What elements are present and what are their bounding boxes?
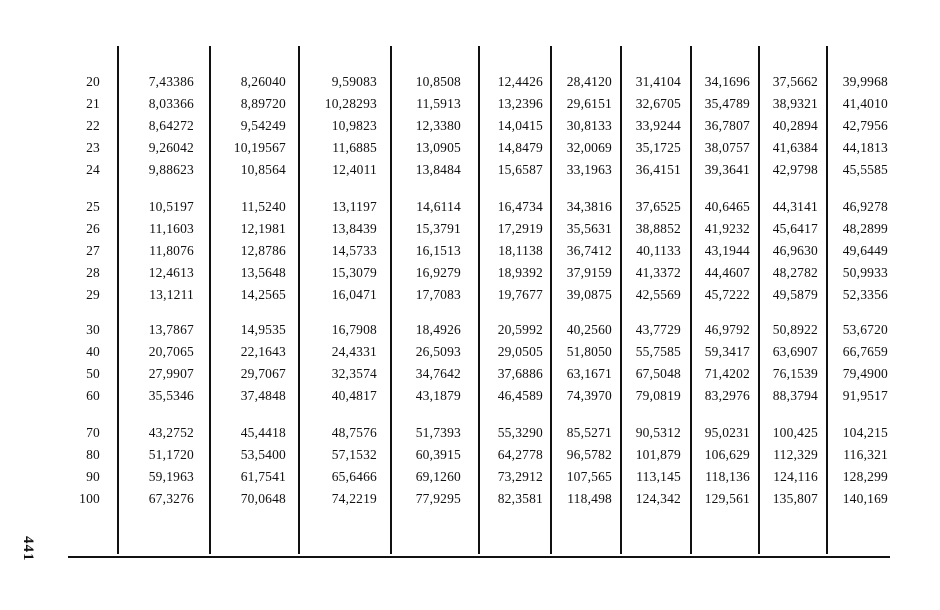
table-cell: 8,26040 bbox=[240, 74, 286, 89]
table-cell: 140,169 bbox=[842, 491, 888, 506]
table-cell: 74,3970 bbox=[566, 388, 612, 403]
table-cell: 35,1725 bbox=[635, 140, 681, 155]
table-cell: 50,9933 bbox=[842, 265, 888, 280]
row-index-n: 40 bbox=[86, 344, 100, 359]
page-number: 441 bbox=[20, 536, 36, 562]
table-cell: 51,7393 bbox=[415, 425, 461, 440]
row-index-n: 70 bbox=[86, 425, 100, 440]
table-cell: 17,2919 bbox=[497, 221, 543, 236]
table-cell: 29,6151 bbox=[566, 96, 612, 111]
table-cell: 45,4418 bbox=[240, 425, 286, 440]
table-cell: 67,5048 bbox=[635, 366, 681, 381]
table-cell: 70,0648 bbox=[240, 491, 286, 506]
table-cell: 33,9244 bbox=[635, 118, 681, 133]
table-cell: 106,629 bbox=[704, 447, 750, 462]
table-cell: 38,8852 bbox=[635, 221, 681, 236]
table-cell: 13,5648 bbox=[240, 265, 286, 280]
table-cell: 16,7908 bbox=[331, 322, 377, 337]
table-cell: 31,4104 bbox=[635, 74, 681, 89]
row-index-n: 90 bbox=[86, 469, 100, 484]
table-cell: 41,9232 bbox=[704, 221, 750, 236]
table-cell: 12,8786 bbox=[240, 243, 286, 258]
table-cell: 39,0875 bbox=[566, 287, 612, 302]
table-cell: 18,1138 bbox=[498, 243, 543, 258]
table-cell: 52,3356 bbox=[842, 287, 888, 302]
table-cell: 20,5992 bbox=[497, 322, 543, 337]
table-cell: 24,4331 bbox=[331, 344, 377, 359]
table-cell: 45,6417 bbox=[772, 221, 818, 236]
table-cell: 8,89720 bbox=[240, 96, 286, 111]
table-cell: 57,1532 bbox=[331, 447, 377, 462]
table-cell: 8,03366 bbox=[148, 96, 194, 111]
table-cell: 14,0415 bbox=[497, 118, 543, 133]
table-cell: 44,4607 bbox=[704, 265, 750, 280]
table-cell: 37,9159 bbox=[566, 265, 612, 280]
table-cell: 15,6587 bbox=[497, 162, 543, 177]
table-cell: 67,3276 bbox=[148, 491, 194, 506]
table-cell: 11,6885 bbox=[332, 140, 377, 155]
table-cell: 29,0505 bbox=[497, 344, 543, 359]
table-cell: 59,3417 bbox=[704, 344, 750, 359]
table-cell: 40,2560 bbox=[566, 322, 612, 337]
table-cell: 64,2778 bbox=[497, 447, 543, 462]
table-cell: 61,7541 bbox=[240, 469, 286, 484]
table-cell: 85,5271 bbox=[566, 425, 612, 440]
table-cell: 14,2565 bbox=[240, 287, 286, 302]
table-cell: 71,4202 bbox=[704, 366, 750, 381]
table-cell: 14,6114 bbox=[416, 199, 461, 214]
table-cell: 124,116 bbox=[773, 469, 818, 484]
table-cell: 104,215 bbox=[842, 425, 888, 440]
row-index-n: 100 bbox=[79, 491, 100, 506]
table-cell: 37,4848 bbox=[240, 388, 286, 403]
table-cell: 40,6465 bbox=[704, 199, 750, 214]
table-cell: 29,7067 bbox=[240, 366, 286, 381]
table-cell: 43,7729 bbox=[635, 322, 681, 337]
table-cell: 40,1133 bbox=[636, 243, 681, 258]
table-cell: 113,145 bbox=[636, 469, 681, 484]
table-cell: 46,9278 bbox=[842, 199, 888, 214]
table-cell: 51,8050 bbox=[566, 344, 612, 359]
table-cell: 53,6720 bbox=[842, 322, 888, 337]
row-index-n: 27 bbox=[86, 243, 100, 258]
table-cell: 48,2782 bbox=[772, 265, 818, 280]
table-cell: 10,8508 bbox=[415, 74, 461, 89]
table-cell: 42,5569 bbox=[635, 287, 681, 302]
row-index-n: 25 bbox=[86, 199, 100, 214]
table-cell: 90,5312 bbox=[635, 425, 681, 440]
table-cell: 82,3581 bbox=[497, 491, 543, 506]
table-cell: 48,7576 bbox=[331, 425, 377, 440]
table-cell: 91,9517 bbox=[842, 388, 888, 403]
table-cell: 8,64272 bbox=[148, 118, 194, 133]
table-cell: 53,5400 bbox=[240, 447, 286, 462]
table-cell: 13,2396 bbox=[497, 96, 543, 111]
table-cell: 43,2752 bbox=[148, 425, 194, 440]
table-cell: 42,7956 bbox=[842, 118, 888, 133]
table-cell: 10,8564 bbox=[240, 162, 286, 177]
table-cell: 46,9630 bbox=[772, 243, 818, 258]
table-cell: 10,5197 bbox=[148, 199, 194, 214]
bottom-rule bbox=[68, 556, 890, 558]
table-cell: 96,5782 bbox=[566, 447, 612, 462]
table-cell: 17,7083 bbox=[415, 287, 461, 302]
table-cell: 12,4011 bbox=[332, 162, 377, 177]
table-cell: 13,8484 bbox=[415, 162, 461, 177]
table-cell: 32,6705 bbox=[635, 96, 681, 111]
table-cell: 27,9907 bbox=[148, 366, 194, 381]
table-cell: 32,3574 bbox=[331, 366, 377, 381]
table-cell: 79,4900 bbox=[842, 366, 888, 381]
row-index-n: 28 bbox=[86, 265, 100, 280]
table-cell: 79,0819 bbox=[635, 388, 681, 403]
row-index-n: 22 bbox=[86, 118, 100, 133]
row-index-n: 60 bbox=[86, 388, 100, 403]
table-cell: 135,807 bbox=[772, 491, 818, 506]
table-cell: 128,299 bbox=[842, 469, 888, 484]
table-cell: 69,1260 bbox=[415, 469, 461, 484]
table-cell: 95,0231 bbox=[704, 425, 750, 440]
row-index-n: 20 bbox=[86, 74, 100, 89]
table-cell: 13,1211 bbox=[149, 287, 194, 302]
table-cell: 28,4120 bbox=[566, 74, 612, 89]
table-cell: 37,6886 bbox=[497, 366, 543, 381]
table-cell: 16,0471 bbox=[331, 287, 377, 302]
row-index-n: 80 bbox=[86, 447, 100, 462]
table-cell: 39,9968 bbox=[842, 74, 888, 89]
table-cell: 77,9295 bbox=[415, 491, 461, 506]
table-cell: 55,3290 bbox=[497, 425, 543, 440]
table-cell: 35,4789 bbox=[704, 96, 750, 111]
row-index-n: 26 bbox=[86, 221, 100, 236]
table-cell: 32,0069 bbox=[566, 140, 612, 155]
table-cell: 49,6449 bbox=[842, 243, 888, 258]
table-cell: 63,6907 bbox=[772, 344, 818, 359]
table-cell: 37,6525 bbox=[635, 199, 681, 214]
table-cell: 19,7677 bbox=[497, 287, 543, 302]
table-cell: 26,5093 bbox=[415, 344, 461, 359]
table-cell: 13,8439 bbox=[331, 221, 377, 236]
table-cell: 34,1696 bbox=[704, 74, 750, 89]
table-cell: 16,1513 bbox=[415, 243, 461, 258]
table-cell: 13,0905 bbox=[415, 140, 461, 155]
table-cell: 11,5240 bbox=[241, 199, 286, 214]
row-index-n: 29 bbox=[86, 287, 100, 302]
table-cell: 38,9321 bbox=[772, 96, 818, 111]
table-cell: 129,561 bbox=[704, 491, 750, 506]
table-cell: 42,9798 bbox=[772, 162, 818, 177]
table-cell: 15,3791 bbox=[415, 221, 461, 236]
table-cell: 101,879 bbox=[635, 447, 681, 462]
table-cell: 88,3794 bbox=[772, 388, 818, 403]
table-cell: 36,4151 bbox=[635, 162, 681, 177]
table-cell: 116,321 bbox=[843, 447, 888, 462]
row-index-n: 30 bbox=[86, 322, 100, 337]
table-cell: 41,4010 bbox=[842, 96, 888, 111]
table-cell: 59,1963 bbox=[148, 469, 194, 484]
table-cell: 124,342 bbox=[635, 491, 681, 506]
table-cell: 40,4817 bbox=[331, 388, 377, 403]
table-cell: 44,1813 bbox=[842, 140, 888, 155]
table-cell: 73,2912 bbox=[497, 469, 543, 484]
table-cell: 10,9823 bbox=[331, 118, 377, 133]
table-cell: 83,2976 bbox=[704, 388, 750, 403]
table-cell: 22,1643 bbox=[240, 344, 286, 359]
table-cell: 14,5733 bbox=[331, 243, 377, 258]
table-cell: 36,7412 bbox=[566, 243, 612, 258]
table-cell: 11,5913 bbox=[416, 96, 461, 111]
table-cell: 13,1197 bbox=[332, 199, 377, 214]
table-cell: 41,3372 bbox=[635, 265, 681, 280]
table-cell: 18,9392 bbox=[497, 265, 543, 280]
table-cell: 15,3079 bbox=[331, 265, 377, 280]
table-cell: 34,3816 bbox=[566, 199, 612, 214]
table-cell: 76,1539 bbox=[772, 366, 818, 381]
table-cell: 46,9792 bbox=[704, 322, 750, 337]
table-cell: 33,1963 bbox=[566, 162, 612, 177]
table-cell: 45,7222 bbox=[704, 287, 750, 302]
table-cell: 112,329 bbox=[773, 447, 818, 462]
table-cell: 34,7642 bbox=[415, 366, 461, 381]
table-cell: 37,5662 bbox=[772, 74, 818, 89]
table-cell: 14,8479 bbox=[497, 140, 543, 155]
table-cell: 39,3641 bbox=[704, 162, 750, 177]
table-cell: 35,5631 bbox=[566, 221, 612, 236]
table-cell: 49,5879 bbox=[772, 287, 818, 302]
table-cell: 10,28293 bbox=[324, 96, 377, 111]
table-cell: 41,6384 bbox=[772, 140, 818, 155]
table-cell: 7,43386 bbox=[148, 74, 194, 89]
table-cell: 43,1879 bbox=[415, 388, 461, 403]
table-cell: 63,1671 bbox=[566, 366, 612, 381]
table-cell: 20,7065 bbox=[148, 344, 194, 359]
table-cell: 12,3380 bbox=[415, 118, 461, 133]
table-cell: 38,0757 bbox=[704, 140, 750, 155]
table-cell: 36,7807 bbox=[704, 118, 750, 133]
table-cell: 46,4589 bbox=[497, 388, 543, 403]
table-cell: 65,6466 bbox=[331, 469, 377, 484]
row-index-n: 24 bbox=[86, 162, 100, 177]
table-cell: 11,1603 bbox=[149, 221, 194, 236]
table-cell: 12,1981 bbox=[240, 221, 286, 236]
table-cell: 11,8076 bbox=[149, 243, 194, 258]
table-cell: 100,425 bbox=[772, 425, 818, 440]
table-cell: 107,565 bbox=[566, 469, 612, 484]
table-cell: 51,1720 bbox=[148, 447, 194, 462]
table-cell: 13,7867 bbox=[148, 322, 194, 337]
table-cell: 45,5585 bbox=[842, 162, 888, 177]
table-cell: 44,3141 bbox=[772, 199, 818, 214]
table-cell: 118,136 bbox=[705, 469, 750, 484]
table-cell: 35,5346 bbox=[148, 388, 194, 403]
row-index-n: 50 bbox=[86, 366, 100, 381]
table-cell: 10,19567 bbox=[233, 140, 286, 155]
table-cell: 12,4426 bbox=[497, 74, 543, 89]
table-cell: 16,4734 bbox=[497, 199, 543, 214]
table-cell: 30,8133 bbox=[566, 118, 612, 133]
table-cell: 9,54249 bbox=[240, 118, 286, 133]
row-index-n: 23 bbox=[86, 140, 100, 155]
table-cell: 118,498 bbox=[567, 491, 612, 506]
table-cell: 9,26042 bbox=[148, 140, 194, 155]
table-cell: 74,2219 bbox=[331, 491, 377, 506]
table-cell: 40,2894 bbox=[772, 118, 818, 133]
row-index-n: 21 bbox=[86, 96, 100, 111]
table-cell: 12,4613 bbox=[148, 265, 194, 280]
table-cell: 16,9279 bbox=[415, 265, 461, 280]
table-cell: 66,7659 bbox=[842, 344, 888, 359]
table-cell: 18,4926 bbox=[415, 322, 461, 337]
table-cell: 48,2899 bbox=[842, 221, 888, 236]
table-cell: 9,88623 bbox=[148, 162, 194, 177]
table-cell: 43,1944 bbox=[704, 243, 750, 258]
table-cell: 60,3915 bbox=[415, 447, 461, 462]
table-cell: 14,9535 bbox=[240, 322, 286, 337]
table-cell: 9,59083 bbox=[331, 74, 377, 89]
table-cell: 50,8922 bbox=[772, 322, 818, 337]
table-cell: 55,7585 bbox=[635, 344, 681, 359]
